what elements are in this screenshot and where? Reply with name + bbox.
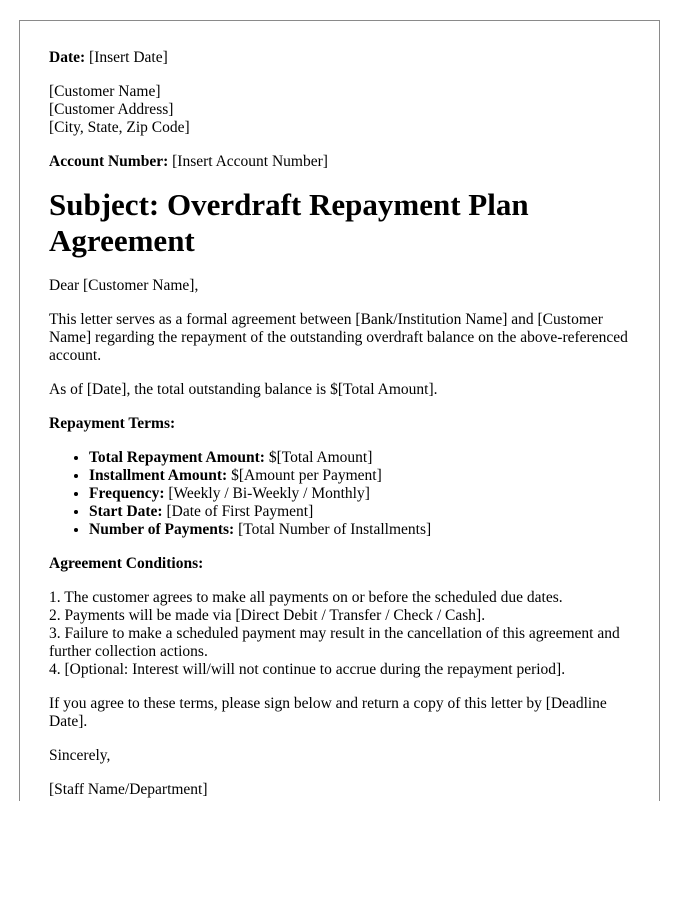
condition-item: 2. Payments will be made via [Direct Debit / Transfer / Check / Cash]. (49, 607, 486, 624)
customer-name: [Customer Name] (49, 83, 161, 100)
term-item (89, 449, 634, 467)
salutation: Dear [Customer Name], (49, 277, 199, 294)
city-state-zip: [City, State, Zip Code] (49, 119, 190, 136)
term-label: Number of Payments: (89, 521, 235, 538)
condition-item: 1. The customer agrees to make all payments on or before the scheduled due dates. (49, 589, 563, 606)
date-line (49, 49, 634, 67)
term-label: Total Repayment Amount: (89, 449, 265, 466)
term-label: Start Date: (89, 503, 163, 520)
date-value: [Insert Date] (89, 49, 168, 66)
term-value: $[Amount per Payment] (231, 467, 382, 484)
terms-heading (49, 415, 634, 433)
terms-heading-text: Repayment Terms: (49, 415, 176, 432)
customer-address-block (49, 83, 634, 137)
term-value: [Date of First Payment] (166, 503, 314, 520)
account-line (49, 153, 634, 171)
term-item (89, 503, 634, 521)
term-item (89, 467, 634, 485)
term-label: Installment Amount: (89, 467, 228, 484)
letter-page (19, 20, 660, 801)
account-label: Account Number: (49, 153, 169, 170)
date-label: Date: (49, 49, 86, 66)
term-item (89, 521, 634, 539)
term-value: $[Total Amount] (268, 449, 373, 466)
closing-instruction: If you agree to these terms, please sign below and return a copy of this letter by [Deadline Date]. (49, 695, 607, 730)
letter-content (49, 49, 634, 801)
conditions-heading (49, 555, 634, 573)
conditions-heading-text: Agreement Conditions: (49, 555, 204, 572)
intro-paragraph: This letter serves as a formal agreement between [Bank/Institution Name] and [Customer Name] regarding the repayment of the outstanding overdraft balance on the above-referenced account. (49, 311, 628, 364)
balance-paragraph: As of [Date], the total outstanding balance is $[Total Amount]. (49, 381, 438, 398)
subject-heading: Subject: Overdraft Repayment Plan Agreement (49, 187, 529, 258)
term-item (89, 485, 634, 503)
account-value: [Insert Account Number] (172, 153, 328, 170)
condition-item: 3. Failure to make a scheduled payment may result in the cancellation of this agreement and further collection actions. (49, 625, 620, 660)
staff-name: [Staff Name/Department] (49, 781, 208, 798)
conditions-list (49, 589, 634, 679)
term-label: Frequency: (89, 485, 165, 502)
term-value: [Total Number of Installments] (238, 521, 432, 538)
signoff: Sincerely, (49, 747, 111, 764)
condition-item: 4. [Optional: Interest will/will not continue to accrue during the repayment period]. (49, 661, 566, 678)
term-value: [Weekly / Bi-Weekly / Monthly] (168, 485, 370, 502)
terms-list (49, 449, 634, 539)
customer-address: [Customer Address] (49, 101, 174, 118)
